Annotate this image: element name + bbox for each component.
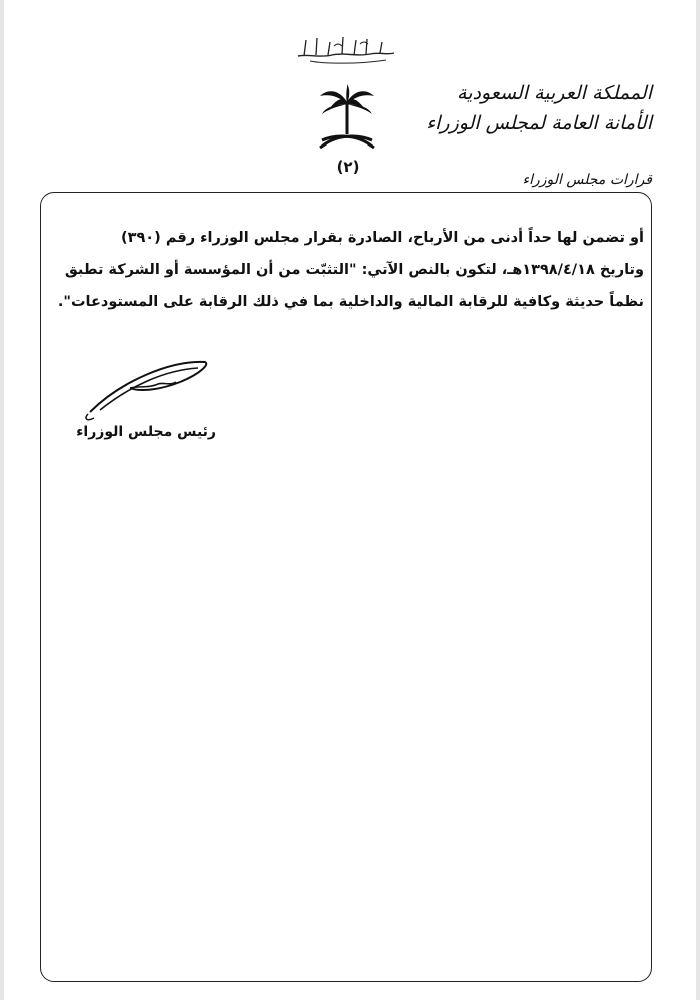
decision-line: أو تضمن لها حداً أدنى من الأرباح، الصادرة بقرار مجلس الوزراء رقم (٣٩٠) xyxy=(120,230,644,246)
signatory-title: رئيس مجلس الوزراء xyxy=(76,424,216,440)
palm-swords-emblem-icon xyxy=(312,82,382,158)
page-number: (٢) xyxy=(336,158,360,176)
scan-edge-left xyxy=(0,0,4,1000)
letterhead xyxy=(426,78,652,138)
letterhead-secretariat: الأمانة العامة لمجلس الوزراء xyxy=(426,112,652,134)
decision-line: نظماً حديثة وكافية للرقابة المالية والداخلية بما في ذلك الرقابة على المستودعات". xyxy=(57,294,644,310)
letterhead-decisions: قرارات مجلس الوزراء xyxy=(522,172,652,188)
letterhead-kingdom: المملكة العربية السعودية xyxy=(457,82,652,104)
handwritten-signature xyxy=(60,352,220,432)
scan-edge-right xyxy=(696,0,700,1000)
decision-text xyxy=(48,222,644,318)
decision-line: وتاريخ ١٣٩٨/٤/١٨هـ، لتكون بالنص الآتي: "التثبّت من أن المؤسسة أو الشركة تطبق xyxy=(64,262,644,278)
basmala-calligraphy xyxy=(290,28,400,68)
